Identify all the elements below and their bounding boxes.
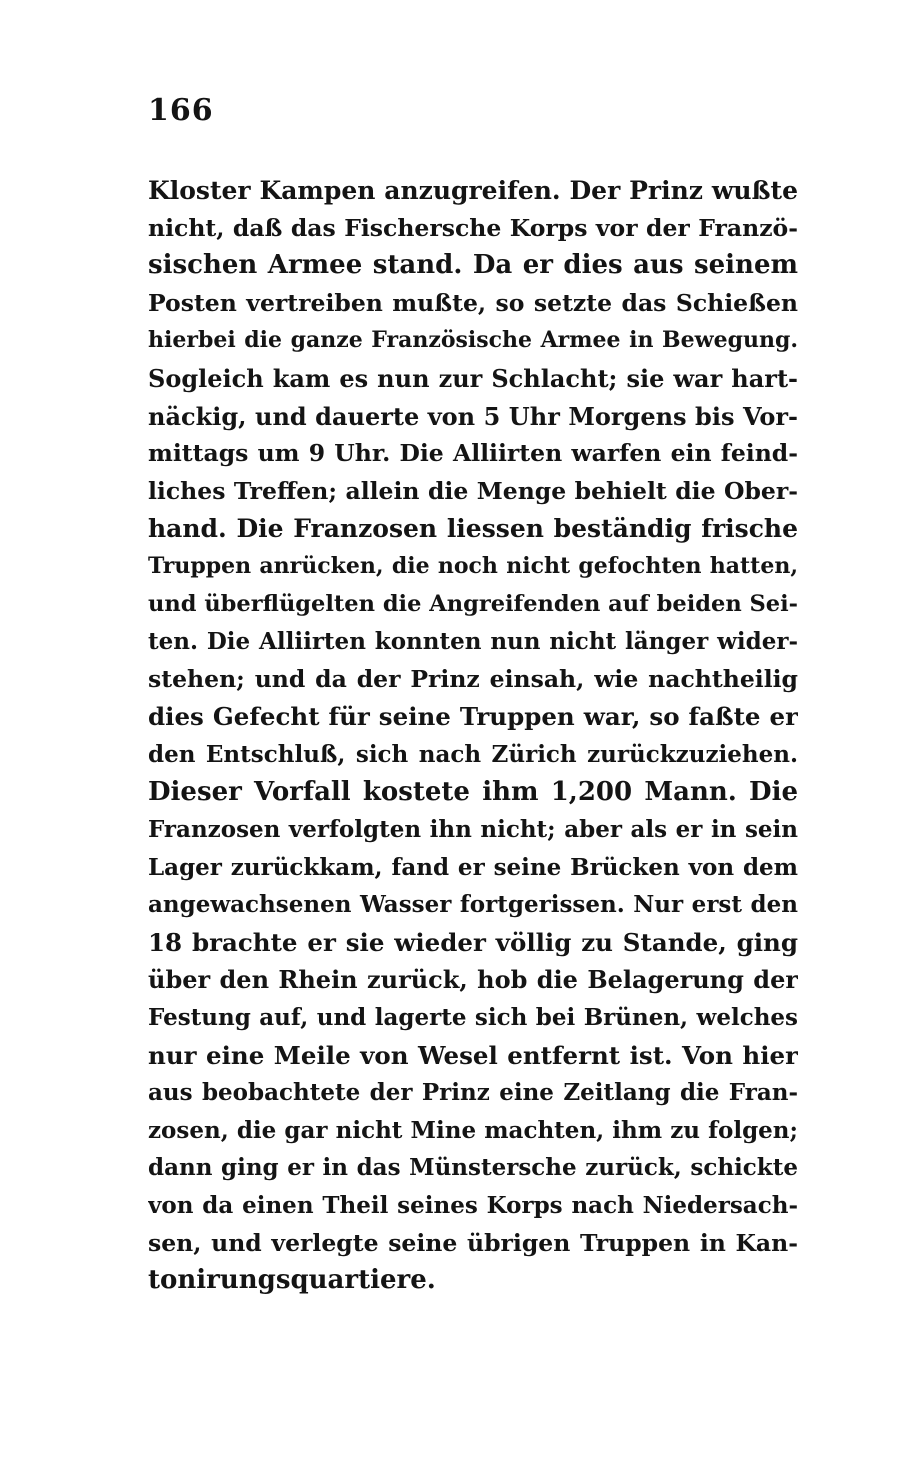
text-line: sischen Armee stand. Da er dies aus seinem	[148, 250, 798, 281]
text-line: Dieser Vorfall kostete ihm 1,200 Mann. Die	[148, 776, 798, 807]
text-line: dies Gefecht für seine Truppen war, so faßte er	[148, 702, 798, 732]
text-line: dann ging er in das Münstersche zurück, schickte	[148, 1154, 798, 1182]
text-line: nicht, daß das Fischersche Korps vor der Franzö-	[148, 213, 798, 242]
page-number: 166	[148, 93, 214, 128]
text-line: Sogleich kam es nun zur Schlacht; sie war hart-	[148, 363, 798, 393]
body-text	[148, 172, 798, 1300]
text-line: Posten vertreiben mußte, so setzte das Schießen	[148, 288, 798, 317]
text-line: Truppen anrücken, die noch nicht gefochten hatten,	[148, 552, 798, 579]
text-line: liches Treffen; allein die Menge behielt die Ober-	[148, 476, 798, 505]
text-line: Lager zurückkam, fand er seine Brücken von dem	[148, 853, 798, 881]
text-line: näckig, und dauerte von 5 Uhr Morgens bis Vor-	[148, 401, 798, 431]
text-line: aus beobachtete der Prinz eine Zeitlang die Fran-	[148, 1079, 798, 1107]
text-line: Festung auf, und lagerte sich bei Brünen, welches	[148, 1004, 798, 1032]
text-line: nur eine Meile von Wesel entfernt ist. Von hier	[148, 1040, 798, 1070]
text-line: Kloster Kampen anzugreifen. Der Prinz wußte	[148, 176, 798, 205]
text-line-last: tonirungsquartiere.	[148, 1265, 436, 1296]
text-line: angewachsenen Wasser fortgerissen. Nur erst den	[148, 891, 798, 919]
text-line: ten. Die Alliirten konnten nun nicht länger wider-	[148, 628, 798, 656]
text-line: den Entschluß, sich nach Zürich zurückzuziehen.	[148, 740, 798, 768]
text-line: sen, und verlegte seine übrigen Truppen in Kan-	[148, 1228, 798, 1257]
text-line: hierbei die ganze Französische Armee in Bewegung.	[148, 327, 798, 354]
text-line: von da einen Theil seines Korps nach Niedersach-	[148, 1192, 798, 1220]
text-line: zosen, die gar nicht Mine machten, ihm zu folgen;	[148, 1116, 798, 1144]
text-line: über den Rhein zurück, hob die Belagerung der	[148, 965, 798, 995]
text-line: stehen; und da der Prinz einsah, wie nachtheilig	[148, 664, 798, 693]
text-line: und überflügelten die Angreifenden auf beiden Sei-	[148, 590, 798, 617]
text-line: hand. Die Franzosen liessen beständig frische	[148, 514, 798, 544]
text-line: mittags um 9 Uhr. Die Alliirten warfen ein feind-	[148, 439, 798, 468]
text-line: 18 brachte er sie wieder völlig zu Stande, ging	[148, 927, 798, 957]
text-line: Franzosen verfolgten ihn nicht; aber als er in sein	[148, 816, 798, 844]
